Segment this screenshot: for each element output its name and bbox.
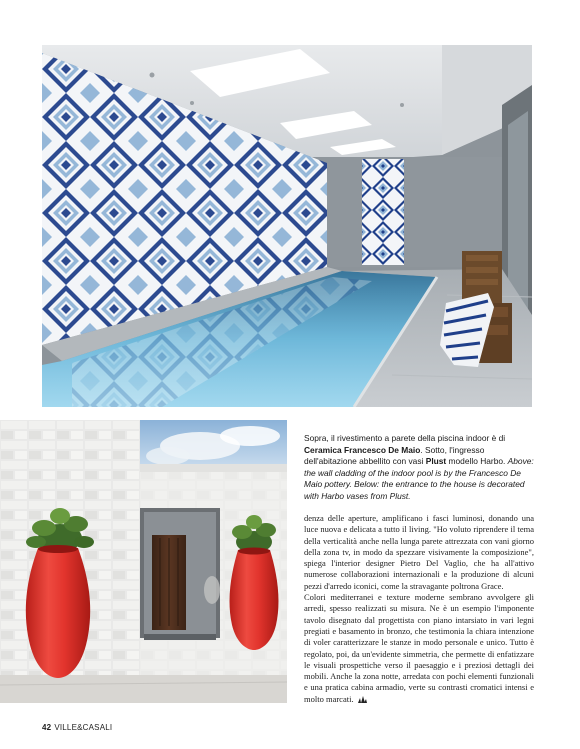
red-vase-left	[26, 548, 90, 678]
magazine-name: VILLE&CASALI	[54, 723, 113, 732]
body-paragraph: denza delle aperture, amplificano i fasci luminosi, donando una luce nuova e delicata a tutto il living. "Ho voluto riprendere il tema della verticalità anche nella lunga parete attrezzata con vani giorno della zona tv, in modo da spezzare visivamente la composizione", spiega l'interior designer Pietro Del Vaglio, che ha all'attivo numerose collaborazioni internazionali e la produzione di alcuni pezzi d'arredo iconici, come la stravagante poltrona Grace.	[304, 513, 534, 591]
caption-english: Above: the wall cladding of the indoor pool is by the Francesco De Maio pottery. Below: the entrance to the house is decorated with Harbo vases from Plust.	[304, 456, 534, 501]
caption-brand-ceramica: Ceramica Francesco De Maio	[304, 444, 421, 455]
entrance-illustration	[0, 420, 287, 703]
page-number: 42	[42, 723, 52, 732]
photo-caption	[304, 433, 534, 503]
caption-italian: Sopra, il rivestimento a parete della piscina indoor è di Ceramica Francesco De Maio. Sotto, l'ingresso dell'abitazione abbellito con vasi Plust modello Harbo.	[304, 433, 506, 467]
photo-indoor-pool	[42, 45, 532, 407]
photo-entrance-vases	[0, 420, 287, 703]
end-of-article-icon	[358, 695, 367, 703]
caption-brand-plust: Plust	[425, 456, 447, 467]
body-paragraph: Colori mediterranei e texture moderne sembrano avvolgere gli arredi, spesso realizzati su misura. Ne è un esempio l'imponente tavolo disegnato dal progettista con piano intarsiato in vari legni pregiati e basamento in bronzo, che testimonia la chiara intenzione di voler caratterizzare le stanze in modo personale e unico. Tutto è regolato, poi, da un'evidente simmetria, che permette di enfatizzare le visuali prospettiche verso il paesaggio e i preziosi dettagli dei mobili. Anche la zona notte, arredata con pochi elementi funzionali e una pratica cabina armadio, verte su contrasti cromatici intensi e molto marcati.	[304, 592, 534, 704]
indoor-pool-illustration	[42, 45, 532, 407]
red-vase-right	[230, 550, 279, 650]
back-wall-tile-panel	[362, 159, 404, 265]
article-body	[304, 513, 534, 705]
page-folio	[42, 723, 112, 732]
